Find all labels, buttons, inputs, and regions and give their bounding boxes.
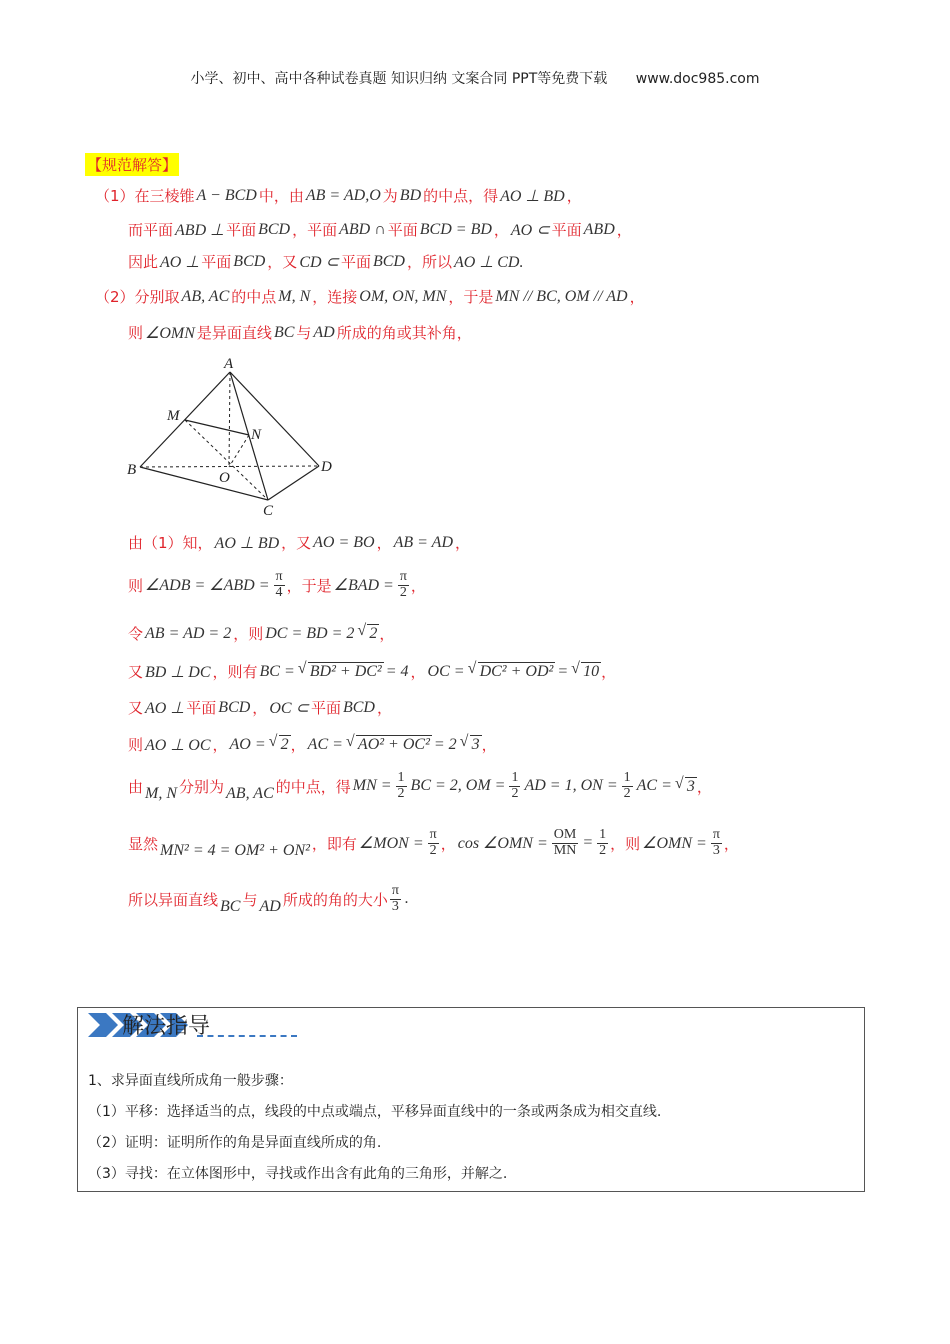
- math-expression: M, N: [145, 785, 178, 803]
- guide-item: （3）寻找：在立体图形中，寻找或作出含有此角的三角形，并解之.: [88, 1166, 508, 1182]
- text-segment: 平面: [186, 699, 217, 717]
- text-segment: 而平面: [128, 221, 174, 239]
- text-segment: 又: [128, 699, 144, 717]
- math-expression: BC = 2, OM =: [410, 777, 506, 795]
- sqrt-expression: [469, 735, 482, 754]
- sqrt-expression: [580, 662, 601, 681]
- text-segment: 由（1）知，: [128, 534, 213, 552]
- math-expression: AB, AC: [181, 287, 230, 305]
- text-segment: 平面: [226, 221, 257, 239]
- math-expression: AD: [313, 323, 335, 341]
- sqrt-radicand: √ BD² + DC²: [308, 662, 384, 680]
- text-segment: ，: [481, 736, 497, 754]
- math-expression: ABD ∩: [339, 220, 386, 238]
- text-segment: 所成的角或其补角，: [336, 324, 472, 342]
- math-expression: OC ⊂: [269, 699, 309, 717]
- math-expression: AC =: [636, 777, 672, 795]
- math-expression: DC = BD = 2: [265, 624, 355, 642]
- text-segment: （1）在三棱锥: [95, 187, 195, 205]
- text-segment: 的中点，得: [423, 187, 499, 205]
- text-segment: 则: [128, 324, 144, 342]
- math-expression: ABD: [583, 220, 615, 238]
- math-expression: MN // BC, OM // AD: [495, 287, 628, 305]
- text-segment: ，: [212, 736, 228, 754]
- math-expression: ∠OMN: [145, 324, 195, 342]
- label-N: N: [251, 427, 262, 443]
- math-expression: AO ⊥ BD: [214, 534, 280, 552]
- text-segment: 中，由: [258, 187, 304, 205]
- math-expression: MN² = 4 = OM² + ON²: [160, 842, 310, 860]
- fraction-denominator: MN: [553, 842, 577, 858]
- fraction: [274, 570, 285, 600]
- sqrt-radicand: √ 2: [367, 624, 379, 642]
- text-segment: 又: [128, 663, 144, 681]
- solution-line: [128, 623, 394, 644]
- sqrt-radicand: √ 10: [581, 662, 601, 680]
- label-C: C: [263, 503, 274, 519]
- math-expression: BC =: [259, 662, 295, 680]
- math-expression: AC =: [307, 735, 343, 753]
- text-segment: 的中点，得: [275, 777, 351, 796]
- text-segment: ，于是: [286, 576, 332, 595]
- fraction-denominator: 2: [511, 785, 519, 801]
- fraction-numerator: π: [712, 827, 720, 842]
- solution-line: [128, 884, 411, 914]
- text-segment: 与: [242, 890, 258, 909]
- solution-line: [128, 771, 712, 801]
- sqrt-expression: [366, 624, 379, 643]
- label-M: M: [167, 408, 180, 424]
- solution-line: [128, 532, 470, 553]
- math-expression: AO =: [229, 735, 266, 753]
- solution-line: [128, 570, 426, 600]
- math-expression: BC: [273, 323, 295, 341]
- math-expression: AO ⊥ CD.: [453, 253, 524, 271]
- fraction-numerator: π: [399, 569, 407, 584]
- sqrt-radicand: √ 3: [685, 777, 697, 795]
- fraction-denominator: 2: [623, 785, 631, 801]
- text-segment: ，: [252, 699, 268, 717]
- text-segment: 所以异面直线: [128, 890, 219, 909]
- math-expression: AB = AD: [393, 533, 454, 551]
- text-segment: ，所以: [406, 253, 452, 271]
- math-expression: BCD: [258, 220, 291, 238]
- text-segment: ，: [379, 625, 395, 643]
- math-expression: ∠ADB = ∠ABD =: [145, 577, 270, 595]
- math-expression: AO ⊥ OC: [145, 736, 211, 754]
- fraction: [428, 828, 439, 858]
- math-expression: OM, ON, MN: [359, 287, 447, 305]
- text-segment: 所成的角的大小: [282, 890, 388, 909]
- fraction: [597, 828, 608, 858]
- text-segment: 与: [296, 324, 312, 342]
- fraction-numerator: OM: [553, 827, 577, 842]
- text-segment: 分别为: [179, 777, 225, 796]
- text-segment: ，: [376, 534, 392, 552]
- text-segment: 因此: [128, 253, 159, 271]
- text-segment: 为: [382, 187, 398, 205]
- text-segment: 平面: [551, 221, 582, 239]
- fraction: [622, 771, 633, 801]
- math-expression: AD = 1, ON =: [524, 777, 618, 795]
- guide-item: （1）平移：选择适当的点，线段的中点或端点，平移异面直线中的一条或两条成为相交直线.: [88, 1104, 662, 1120]
- solution-line: [128, 734, 497, 755]
- math-expression: BC: [220, 898, 241, 916]
- solution-line: [128, 251, 525, 272]
- math-expression: BCD: [372, 252, 405, 270]
- fraction: [711, 828, 722, 858]
- math-expression: BCD: [233, 252, 266, 270]
- solution-line: [128, 322, 472, 343]
- fraction-denominator: 2: [599, 842, 607, 858]
- text-segment: 则: [128, 736, 144, 754]
- text-segment: ，: [493, 221, 509, 239]
- sqrt-expression: [278, 735, 291, 754]
- fraction-denominator: 2: [397, 785, 405, 801]
- tetrahedron-diagram: [120, 350, 350, 520]
- math-expression: MN =: [352, 777, 392, 795]
- math-expression: OC =: [427, 662, 465, 680]
- text-segment: 平面: [310, 699, 341, 717]
- text-segment: 显然: [128, 834, 159, 853]
- math-expression: BCD = BD: [419, 220, 492, 238]
- fraction-numerator: π: [429, 827, 437, 842]
- math-expression: BCD: [218, 698, 251, 716]
- sqrt-radicand: √ AO² + OC²: [356, 735, 432, 753]
- text-segment: （2）分别取: [95, 288, 180, 306]
- title-underline: [197, 1035, 297, 1037]
- text-segment: ，又: [267, 253, 298, 271]
- math-expression: AO ⊂: [510, 221, 550, 239]
- math-expression: ∠OMN =: [642, 835, 707, 853]
- math-expression: AB, AC: [226, 785, 274, 803]
- text-segment: ，: [440, 834, 456, 853]
- text-segment: ，: [601, 663, 617, 681]
- fraction-numerator: 1: [623, 770, 631, 785]
- header-url[interactable]: www.doc985.com: [635, 71, 760, 87]
- fraction-denominator: 3: [712, 842, 720, 858]
- math-expression: =: [557, 662, 569, 680]
- math-expression: .: [404, 890, 409, 908]
- math-expression: A − BCD: [196, 186, 257, 204]
- label-B: B: [127, 462, 137, 478]
- guide-item: （2）证明：证明所作的角是异面直线所成的角.: [88, 1135, 382, 1151]
- text-segment: 平面: [340, 253, 371, 271]
- text-segment: ，又: [281, 534, 312, 552]
- text-segment: ，: [616, 221, 632, 239]
- math-expression: =: [582, 834, 594, 852]
- math-expression: AO ⊥: [160, 253, 200, 271]
- text-segment: 由: [128, 777, 144, 796]
- solution-line: [128, 697, 392, 718]
- text-segment: ，连接: [312, 288, 358, 306]
- fraction-numerator: 1: [511, 770, 519, 785]
- fraction-numerator: 1: [397, 770, 405, 785]
- math-expression: AD: [259, 898, 281, 916]
- text-segment: ，于是: [448, 288, 494, 306]
- math-expression: = 4: [385, 662, 409, 680]
- header-text: 小学、初中、高中各种试卷真题 知识归纳 文案合同 PPT等免费下载: [190, 71, 608, 87]
- text-segment: 则: [128, 576, 144, 595]
- section-tag: 【规范解答】: [85, 153, 179, 176]
- text-segment: 平面: [387, 221, 418, 239]
- sqrt-expression: [477, 662, 556, 681]
- fraction-denominator: 2: [429, 842, 437, 858]
- text-segment: ，: [376, 699, 392, 717]
- solution-line: [95, 286, 645, 307]
- solution-line: [128, 661, 616, 682]
- math-expression: BD: [399, 186, 422, 204]
- guide-item: 1、求异面直线所成角一般步骤：: [88, 1073, 293, 1089]
- text-segment: ，: [455, 534, 471, 552]
- text-segment: ，则: [233, 625, 264, 643]
- solution-line: [128, 219, 632, 240]
- fraction: [396, 771, 407, 801]
- text-segment: ，则: [610, 834, 641, 853]
- fraction-numerator: 1: [599, 827, 607, 842]
- math-expression: AO ⊥ BD: [500, 187, 565, 205]
- math-expression: = 2: [433, 735, 457, 753]
- text-segment: ，即有: [311, 834, 357, 853]
- sqrt-expression: [684, 777, 697, 796]
- math-expression: CD ⊂: [299, 253, 339, 271]
- math-expression: BCD: [342, 698, 375, 716]
- fraction-denominator: 2: [399, 584, 407, 600]
- text-segment: ，则有: [212, 663, 258, 681]
- label-D: D: [321, 459, 332, 475]
- fraction-numerator: π: [275, 569, 283, 584]
- sqrt-radicand: √ 2: [279, 735, 291, 753]
- text-segment: ，平面: [292, 221, 338, 239]
- fraction-denominator: 4: [275, 584, 283, 600]
- text-segment: ，: [629, 288, 645, 306]
- math-expression: AO = BO: [313, 533, 375, 551]
- sqrt-expression: [307, 662, 384, 681]
- text-segment: ，: [696, 777, 712, 796]
- text-segment: 令: [128, 625, 144, 643]
- math-expression: AO ⊥: [145, 699, 185, 717]
- text-segment: 平面: [201, 253, 232, 271]
- guide-title: 解法指导: [122, 1014, 211, 1039]
- math-expression: M, N: [278, 287, 311, 305]
- solution-line: [95, 185, 582, 206]
- sqrt-expression: [355, 735, 432, 754]
- sqrt-radicand: √ 3: [470, 735, 482, 753]
- solution-line: [128, 828, 739, 858]
- label-O: O: [219, 470, 230, 486]
- label-A: A: [224, 356, 234, 372]
- fraction: [552, 828, 579, 858]
- math-expression: BD ⊥ DC: [145, 663, 211, 681]
- text-segment: ，: [723, 834, 739, 853]
- fraction: [398, 570, 409, 600]
- math-expression: cos ∠OMN =: [457, 835, 548, 853]
- math-expression: ∠MON =: [358, 835, 424, 853]
- fraction: [390, 884, 401, 914]
- text-segment: ，: [410, 576, 426, 595]
- text-segment: ，: [290, 736, 306, 754]
- page-header: [0, 68, 950, 88]
- math-expression: ABD ⊥: [175, 221, 225, 239]
- math-expression: AB = AD = 2: [145, 624, 232, 642]
- math-expression: ∠BAD =: [333, 577, 394, 595]
- text-segment: ，: [410, 663, 426, 681]
- fraction-numerator: π: [391, 883, 399, 898]
- sqrt-radicand: √ DC² + OD²: [478, 662, 556, 680]
- text-segment: 的中点: [231, 288, 277, 306]
- text-segment: 是异面直线: [196, 324, 272, 342]
- fraction: [509, 771, 520, 801]
- fraction-denominator: 3: [391, 898, 399, 914]
- text-segment: ，: [566, 187, 582, 205]
- math-expression: AB = AD,O: [305, 186, 381, 204]
